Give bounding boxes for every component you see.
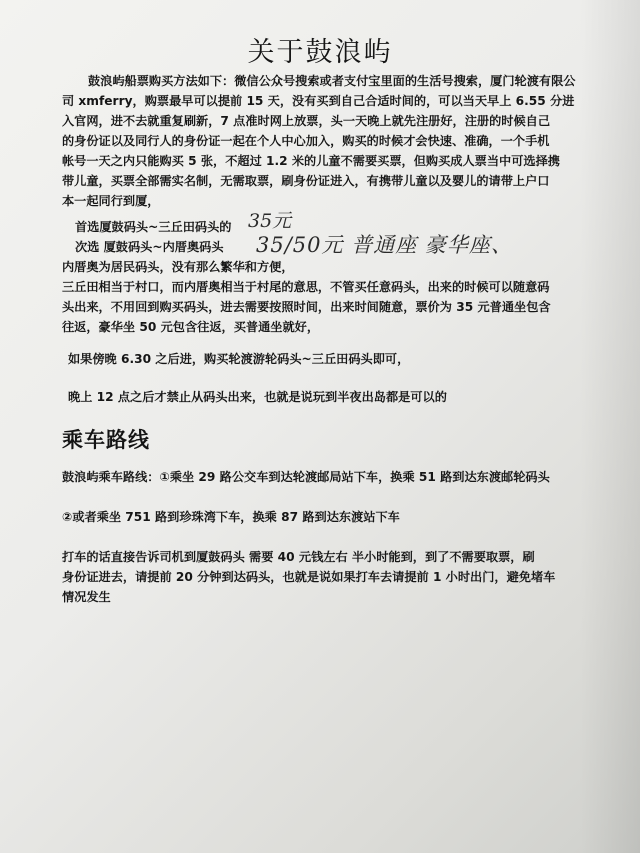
night-note: 晚上 12 点之后才禁止从码头出来，也就是说玩到半夜出岛都是可以的: [68, 390, 447, 404]
intro-line: 带儿童，买票全部需实名制，无需取票，刷身份证进入，有携带儿童以及婴儿的请带上户口: [62, 174, 550, 188]
page-title: 关于鼓浪屿: [247, 37, 393, 68]
intro-line: 鼓浪屿船票购买方法如下：微信公众号搜索或者支付宝里面的生活号搜索，厦门轮渡有限公: [88, 74, 576, 88]
intro-line: 司 xmferry，购票最早可以提前 15 天，没有买到自己合适时间的，可以当天早上 6.55 分进: [62, 94, 575, 108]
intro-line: 的身份证以及同行人的身份证一起在个人中心加入，购买的时候才会快速、准确，一个手机: [62, 134, 550, 148]
intro-line: 本一起同行到厦，: [62, 194, 160, 208]
handwritten-note-seats: 35/50元 普通座 豪华座、: [256, 233, 513, 257]
paper-shadow: [580, 0, 640, 853]
route-line: 往返，豪华坐 50 元包含往返，买普通坐就好，: [62, 320, 320, 334]
section-heading-routes: 乘车路线: [62, 428, 150, 452]
intro-line: 帐号一天之内只能购买 5 张，不超过 1.2 米的儿童不需要买票，但购买成人票当中可选择携: [62, 154, 560, 168]
taxi-line: 身份证进去，请提前 20 分钟到达码头，也就是说如果打车去请提前 1 小时出门，避免堵车: [62, 570, 556, 584]
route-second-choice: 次选 厦鼓码头~内厝奥码头: [75, 240, 224, 254]
route-line: 三丘田相当于村口，而内厝奥相当于村尾的意思，不管买任意码头，出来的时候可以随意码: [62, 280, 550, 294]
taxi-line: 打车的话直接告诉司机到厦鼓码头 需要 40 元钱左右 半小时能到，到了不需要取票，刷: [62, 550, 535, 564]
route-line: 头出来，不用回到购买码头，进去需要按照时间，出来时间随意，票价为 35 元普通坐包含: [62, 300, 551, 314]
bus-route-2: ②或者乘坐 751 路到珍珠湾下车，换乘 87 路到达东渡站下车: [62, 510, 400, 524]
intro-line: 入官网，进不去就重复刷新，7 点准时网上放票，头一天晚上就先注册好，注册的时候自己: [62, 114, 551, 128]
taxi-line: 情况发生: [62, 590, 111, 604]
route-first-choice: 首选厦鼓码头~三丘田码头的: [75, 220, 232, 234]
evening-note: 如果傍晚 6.30 之后进，购买轮渡游轮码头~三丘田码头即可，: [68, 352, 410, 366]
route-line: 内厝奥为居民码头，没有那么繁华和方便，: [62, 260, 294, 274]
handwritten-note-price: 35元: [248, 210, 292, 232]
bus-route-1: 鼓浪屿乘车路线：①乘坐 29 路公交车到达轮渡邮局站下车，换乘 51 路到达东渡邮轮码头: [62, 470, 550, 484]
